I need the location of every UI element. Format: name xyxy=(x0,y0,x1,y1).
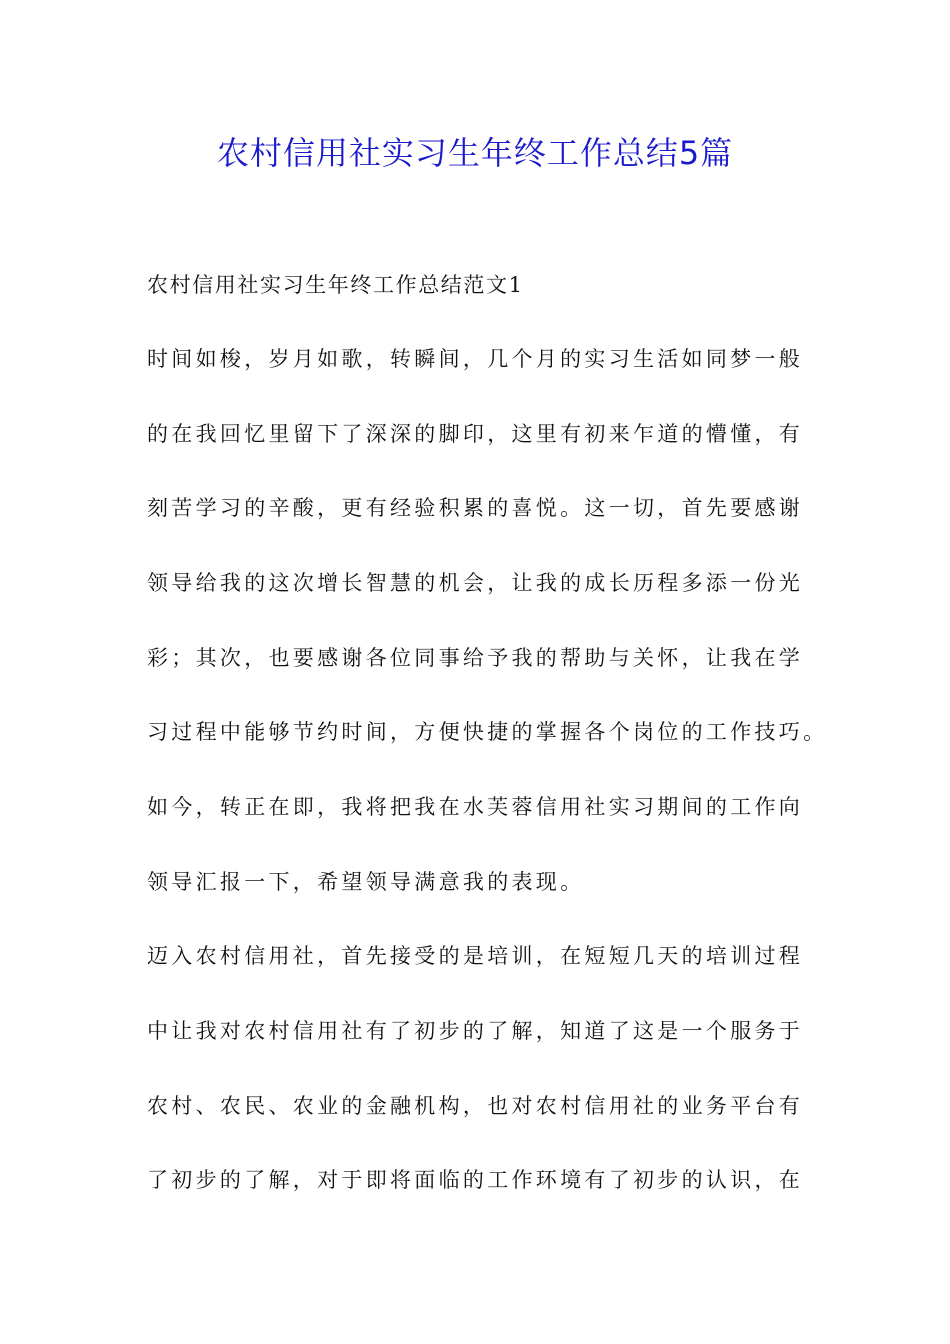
paragraph-line: 农村、农民、农业的金融机构，也对农村信用社的业务平台有 xyxy=(147,1094,804,1118)
paragraph-line: 的在我回忆里留下了深深的脚印，这里有初来乍道的懵懂，有 xyxy=(147,422,804,446)
paragraph-line: 刻苦学习的辛酸，更有经验积累的喜悦。这一切，首先要感谢 xyxy=(147,496,804,520)
paragraph-line: 领导汇报一下，希望领导满意我的表现。 xyxy=(147,870,585,894)
paragraph-line: 彩；其次，也要感谢各位同事给予我的帮助与关怀，让我在学 xyxy=(147,646,804,670)
paragraph-line: 领导给我的这次增长智慧的机会，让我的成长历程多添一份光 xyxy=(147,571,804,595)
document-title: 农村信用社实习生年终工作总结5篇 xyxy=(216,134,734,172)
paragraph-line: 了初步的了解，对于即将面临的工作环境有了初步的认识，在 xyxy=(147,1168,804,1192)
paragraph-line: 如今，转正在即，我将把我在水芙蓉信用社实习期间的工作向 xyxy=(147,795,804,819)
section-heading: 农村信用社实习生年终工作总结范文1 xyxy=(147,273,524,297)
paragraph-line: 中让我对农村信用社有了初步的了解，知道了这是一个服务于 xyxy=(147,1019,804,1043)
paragraph-line: 习过程中能够节约时间，方便快捷的掌握各个岗位的工作技巧。 xyxy=(147,720,828,744)
paragraph-line: 迈入农村信用社，首先接受的是培训，在短短几天的培训过程 xyxy=(147,944,804,968)
paragraph-line: 时间如梭，岁月如歌，转瞬间，几个月的实习生活如同梦一般 xyxy=(147,347,804,371)
